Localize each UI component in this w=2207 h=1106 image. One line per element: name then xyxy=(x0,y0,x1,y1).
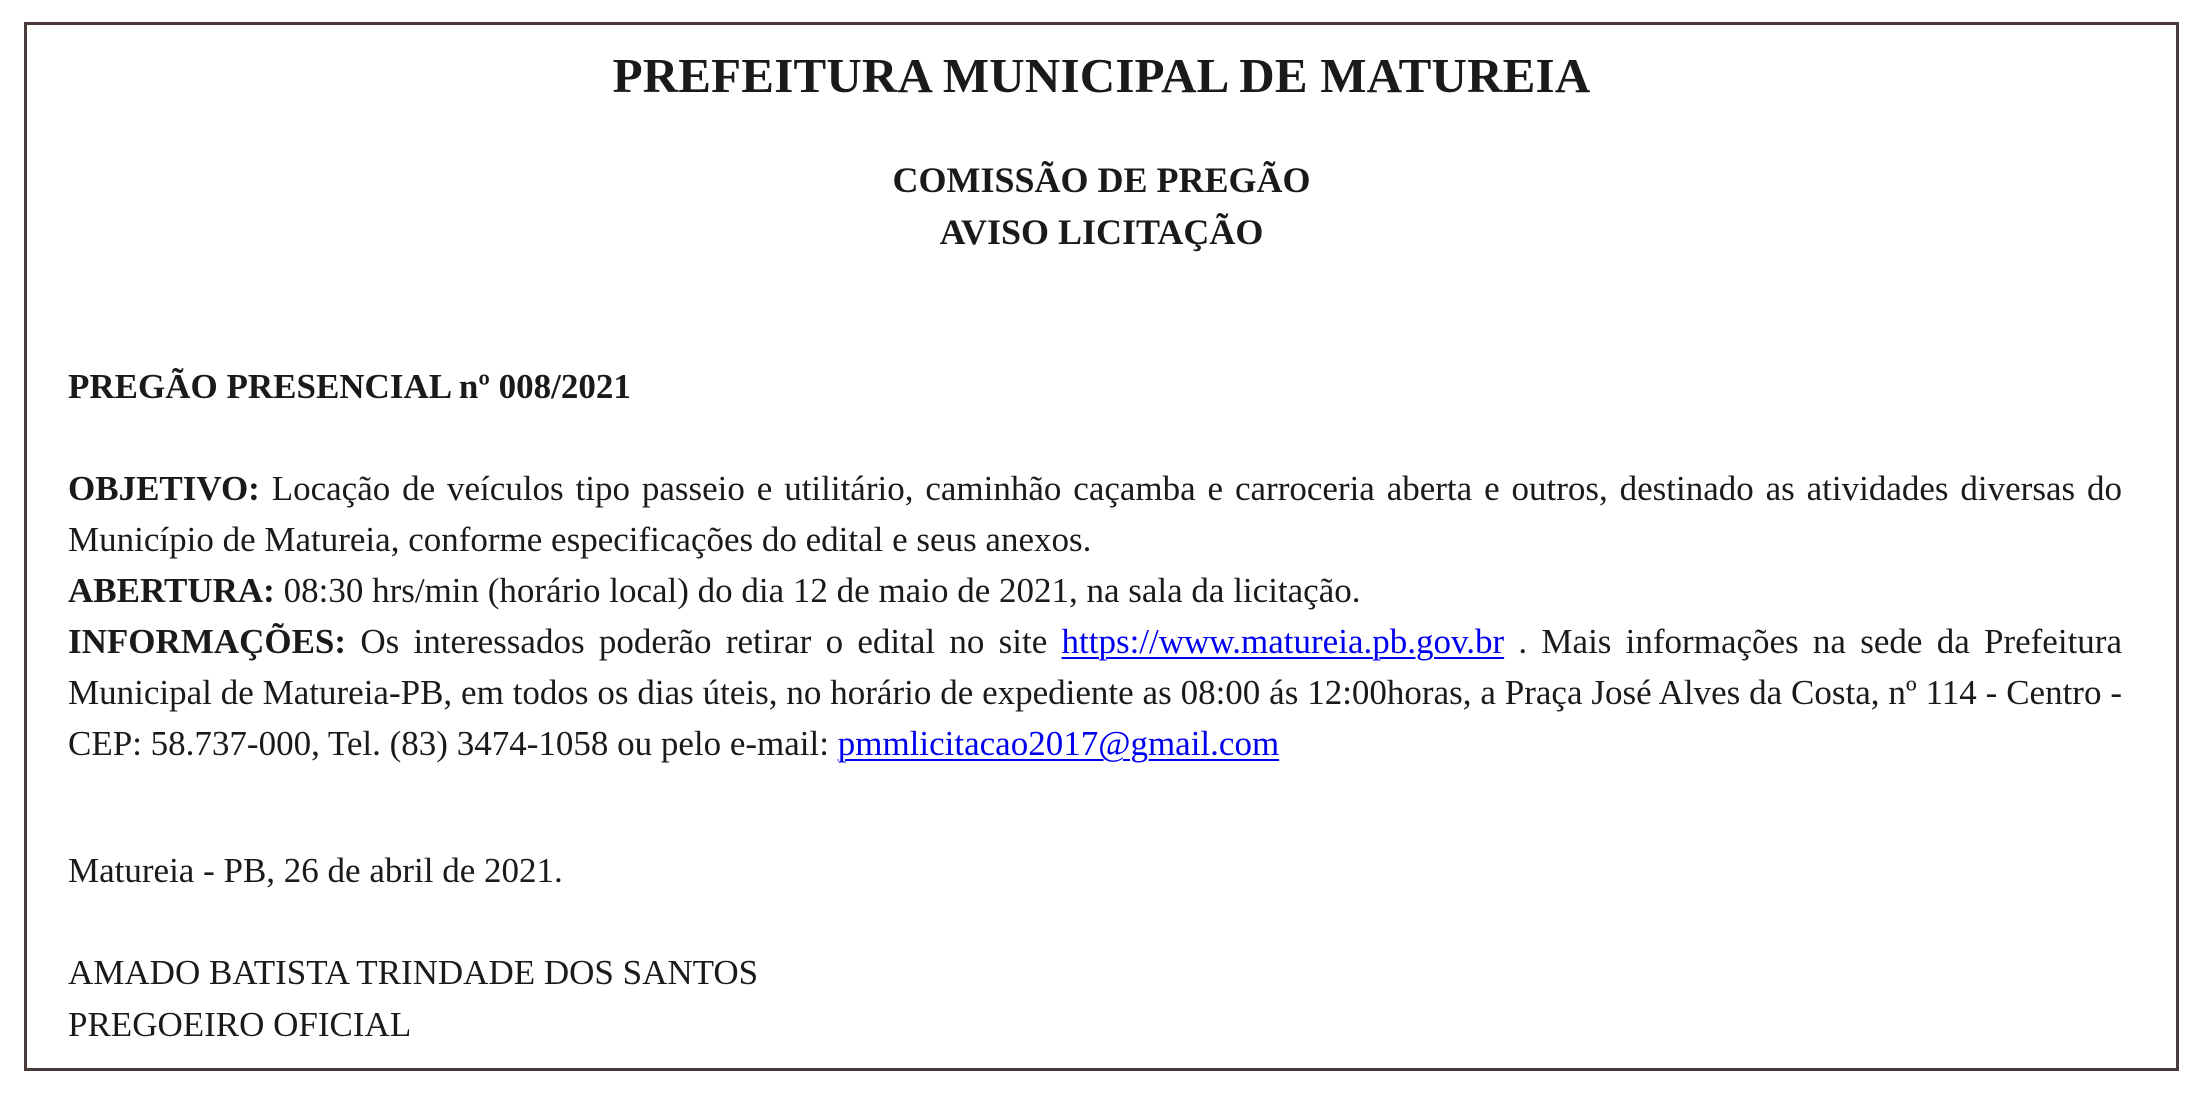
dateline: Matureia - PB, 26 de abril de 2021. xyxy=(68,851,563,890)
signatory-role: PREGOEIRO OFICIAL xyxy=(68,1005,412,1044)
notice-type-heading: AVISO LICITAÇÃO xyxy=(939,212,1264,252)
signatory-name: AMADO BATISTA TRINDADE DOS SANTOS xyxy=(68,953,759,992)
informacoes-text-before: Os interessados poderão retirar o edital no site xyxy=(346,622,1062,661)
notice-body xyxy=(68,463,2122,769)
objetivo-text: Locação de veículos tipo passeio e utilitário, caminhão caçamba e carroceria aberta e outros, destinado as atividades diversas do Município de Matureia, conforme especificações do edital e seus anexos. xyxy=(68,469,2122,559)
abertura-label: ABERTURA: xyxy=(68,571,275,610)
informacoes-paragraph xyxy=(68,616,2122,769)
page-title: PREFEITURA MUNICIPAL DE MATUREIA xyxy=(612,48,1591,103)
abertura-text: 08:30 hrs/min (horário local) do dia 12 de maio de 2021, na sala da licitação. xyxy=(274,571,1361,610)
process-number: PREGÃO PRESENCIAL nº 008/2021 xyxy=(68,367,631,406)
notice-frame xyxy=(24,22,2179,1071)
abertura-paragraph xyxy=(68,565,2122,616)
objetivo-label: OBJETIVO: xyxy=(68,469,260,508)
informacoes-label: INFORMAÇÕES: xyxy=(68,622,347,661)
committee-heading: COMISSÃO DE PREGÃO xyxy=(892,160,1311,200)
informacoes-text-after: . Mais informações na sede da Prefeitura Municipal de Matureia-PB, em todos os dias úteis, no horário de expediente as 08:00 ás 12:00horas, a Praça José Alves da Costa, nº 114 - Centro - CEP: 58.737-000, Tel. (83) 3474-1058 ou pelo e-mail: xyxy=(68,622,2122,763)
site-link[interactable]: https://www.matureia.pb.gov.br xyxy=(1061,622,1505,661)
objetivo-paragraph xyxy=(68,463,2122,565)
email-link[interactable]: pmmlicitacao2017@gmail.com xyxy=(837,724,1280,763)
